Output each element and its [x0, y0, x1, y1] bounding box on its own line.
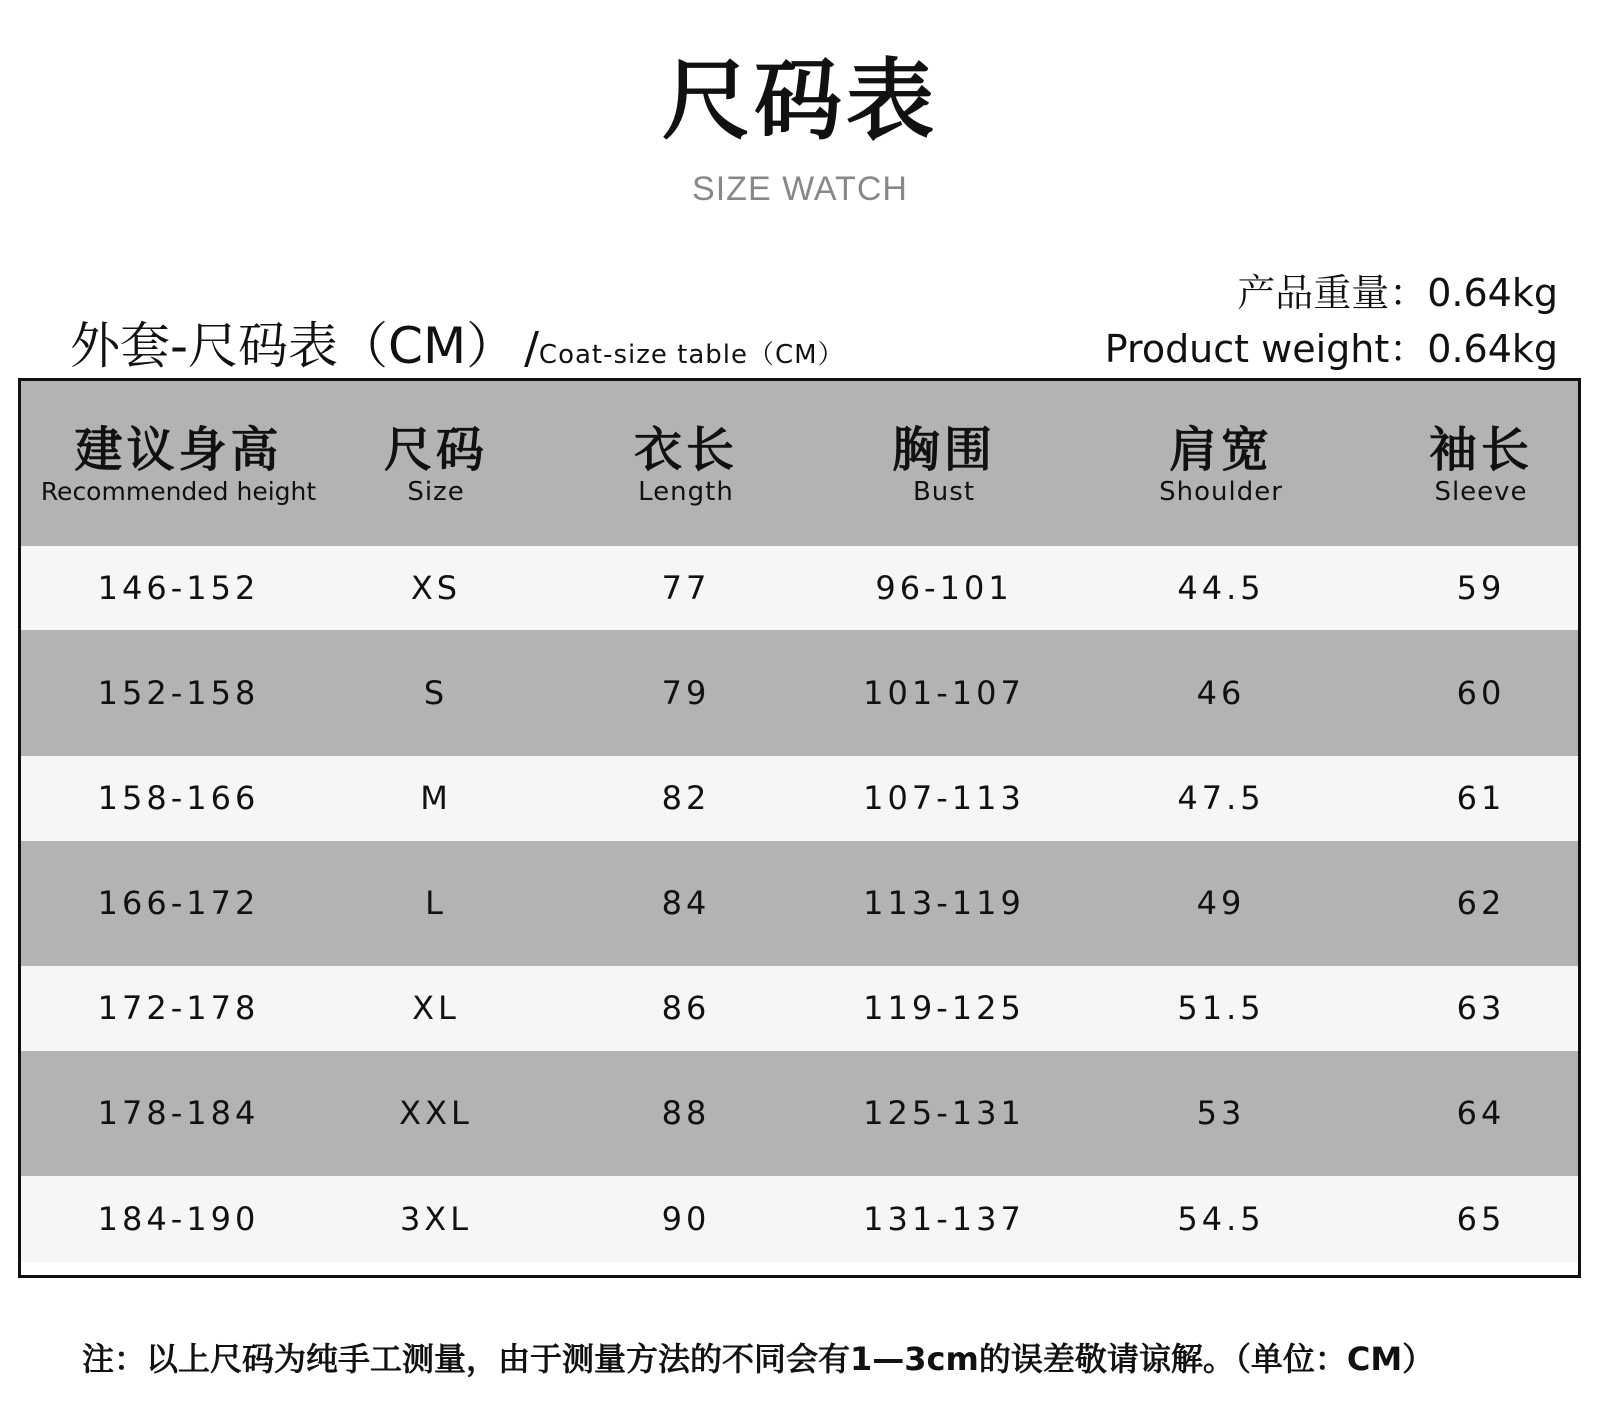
table-row: [21, 630, 1578, 756]
header-height-cn: 建议身高: [74, 422, 283, 478]
table-cell: 125-131: [863, 1094, 1025, 1132]
product-weight-en: Product weight：0.64kg: [1104, 327, 1558, 371]
page-subtitle: SIZE WATCH: [692, 170, 908, 208]
header-sleeve-en: Sleeve: [1434, 477, 1528, 507]
table-cell: 49: [1196, 884, 1246, 922]
header-length: [586, 381, 786, 549]
table-title-slash: /: [524, 323, 539, 374]
table-cell: 88: [661, 1094, 711, 1132]
table-cell: 178-184: [97, 1094, 260, 1132]
header-bust: [844, 381, 1044, 549]
page-title: 尺码表: [661, 48, 938, 152]
table-cell: 59: [1456, 569, 1506, 607]
table-cell: XL: [412, 989, 460, 1027]
table-cell: L: [425, 884, 447, 922]
table-cell: 82: [661, 779, 711, 817]
header-bust-en: Bust: [912, 477, 976, 507]
table-row: [21, 756, 1578, 841]
table-cell: 96-101: [875, 569, 1013, 607]
table-cell: 54.5: [1177, 1200, 1265, 1238]
table-title-cn: 外套-尺码表（CM）: [70, 317, 517, 375]
table-title-en: Coat-size table（CM）: [538, 340, 845, 370]
table-cell: 101-107: [863, 674, 1025, 712]
table-row: [21, 1176, 1578, 1262]
header-length-en: Length: [638, 477, 734, 507]
table-cell: 77: [661, 569, 711, 607]
table-row: [21, 841, 1578, 966]
table-cell: 86: [661, 989, 711, 1027]
table-row: [21, 546, 1578, 630]
table-cell: 79: [661, 674, 711, 712]
table-cell: M: [420, 779, 452, 817]
header-height: [21, 381, 336, 549]
table-cell: 84: [661, 884, 711, 922]
table-cell: 184-190: [97, 1200, 260, 1238]
header-size-en: Size: [407, 477, 465, 507]
table-cell: 107-113: [863, 779, 1025, 817]
table-cell: 90: [661, 1200, 711, 1238]
table-cell: 113-119: [863, 884, 1025, 922]
table-cell: 53: [1196, 1094, 1246, 1132]
table-cell: XS: [410, 569, 462, 607]
table-row: [21, 966, 1578, 1051]
table-cell: 131-137: [863, 1200, 1025, 1238]
table-cell: XXL: [399, 1094, 473, 1132]
size-table: [18, 378, 1581, 1278]
table-row: [21, 1051, 1578, 1176]
table-cell: 60: [1456, 674, 1506, 712]
table-cell: S: [423, 674, 449, 712]
table-cell: 61: [1456, 779, 1506, 817]
table-cell: 47.5: [1177, 779, 1265, 817]
table-cell: 63: [1456, 989, 1506, 1027]
header-length-cn: 衣长: [633, 422, 738, 478]
table-cell: 166-172: [97, 884, 260, 922]
table-header: [21, 381, 1578, 549]
footnote: 注：以上尺码为纯手工测量，由于测量方法的不同会有1—3cm的误差敬请谅解。（单位：CM）: [82, 1340, 1435, 1378]
table-cell: 158-166: [97, 779, 260, 817]
header-bust-cn: 胸围: [891, 422, 996, 478]
table-cell: 172-178: [97, 989, 260, 1027]
header-size-cn: 尺码: [383, 422, 488, 478]
header-shoulder: [1121, 381, 1321, 549]
product-weight-cn: 产品重量：0.64kg: [1237, 271, 1558, 315]
header-shoulder-en: Shoulder: [1159, 477, 1283, 507]
header-shoulder-cn: 肩宽: [1168, 422, 1273, 478]
table-cell: 62: [1456, 884, 1506, 922]
table-cell: 3XL: [399, 1200, 473, 1238]
table-cell: 44.5: [1177, 569, 1265, 607]
table-cell: 65: [1456, 1200, 1506, 1238]
table-cell: 146-152: [97, 569, 260, 607]
table-title: [70, 306, 845, 378]
header-size: [336, 381, 536, 549]
header-sleeve-cn: 袖长: [1428, 422, 1533, 478]
table-cell: 64: [1456, 1094, 1506, 1132]
header-sleeve: [1381, 381, 1581, 549]
table-cell: 152-158: [97, 674, 260, 712]
table-cell: 46: [1196, 674, 1246, 712]
table-cell: 119-125: [863, 989, 1025, 1027]
table-cell: 51.5: [1177, 989, 1265, 1027]
header-height-en: Recommended height: [40, 477, 317, 506]
